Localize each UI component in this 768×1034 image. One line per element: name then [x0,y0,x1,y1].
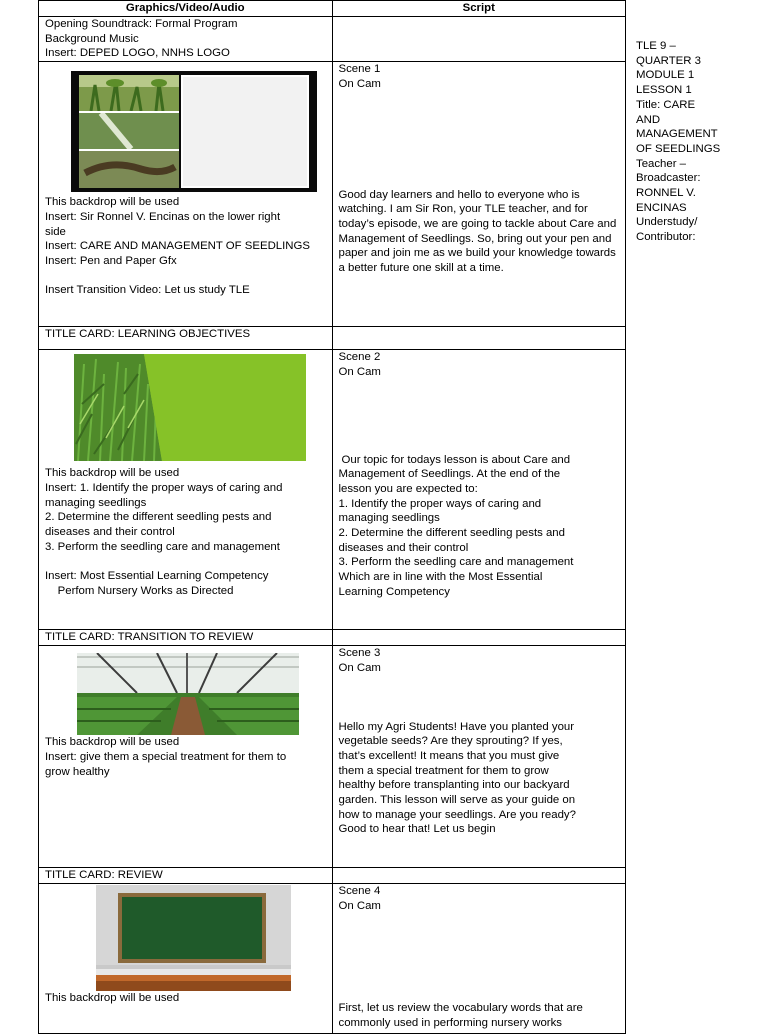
scene1-script-cell [332,62,626,327]
table-row [39,350,626,630]
scene2-script-line: Management of Seedlings. At the end of the [338,468,561,481]
scene4-backdrop-image [96,885,291,991]
sidebar-line: Understudy/ [636,216,698,229]
intro-script-cell [332,17,626,62]
scene1-graphics-blank [45,269,326,284]
scene1-graphics-cell [39,62,333,327]
scene2-graphics-line: This backdrop will be used [45,467,180,480]
sidebar-info [636,39,746,245]
scene4-graphics-cell [39,883,333,1033]
sidebar-line: Broadcaster: [636,172,701,185]
scene3-script-line: that’s excellent! It means that you must give [338,749,560,762]
header-script: Script [332,1,626,17]
scene4-script-line: commonly used in performing nursery works [338,1016,562,1029]
scene3-script-line: how to manage your seedlings. Are you ready? [338,808,576,821]
title-card-empty [332,868,626,884]
script-table [38,0,626,1034]
scene-label: Scene 3 [338,647,381,660]
sidebar-line: AND [636,113,661,126]
scene2-graphics-line: Insert: 1. Identify the proper ways of caring and [45,481,283,494]
table-row [39,868,626,884]
scene2-graphics-line: diseases and their control [45,525,175,538]
scene4-script-line: First, let us review the vocabulary words that are [338,1002,583,1015]
sidebar-line: RONNEL V. [636,187,696,200]
table-row [39,646,626,868]
scene-label: Scene 1 [338,63,381,76]
scene2-script-line: 3. Perform the seedling care and management [338,556,574,569]
scene3-graphics-line: This backdrop will be used [45,736,180,749]
scene3-script-line: garden. This lesson will serve as your guide on [338,794,576,807]
sidebar-line: Teacher – [636,157,687,170]
title-card-empty [332,630,626,646]
title-card-empty [332,327,626,350]
intro-line: Opening Soundtrack: Formal Program [45,18,238,30]
cam-label: On Cam [338,77,381,90]
scene3-backdrop-image [77,653,299,735]
scene2-script-line: 2. Determine the different seedling pests and [338,527,565,540]
cam-label: On Cam [338,899,381,912]
title-card-cell: TITLE CARD: TRANSITION TO REVIEW [39,630,333,646]
intro-line: Background Music [45,32,139,45]
sidebar-line: QUARTER 3 [636,54,701,67]
scene1-backdrop-image [71,71,317,192]
scene2-graphics-line: Insert: Most Essential Learning Competency [45,570,269,583]
scene3-script-line: vegetable seeds? Are they sprouting? If yes, [338,735,563,748]
scene4-script-cell [332,883,626,1033]
scene2-script-line: Which are in line with the Most Essential [338,571,543,584]
scene3-script-line: Hello my Agri Students! Have you planted your [338,720,575,733]
scene2-graphics-cell [39,350,333,630]
header-graphics: Graphics/Video/Audio [39,1,333,17]
table-row [39,17,626,62]
cam-label: On Cam [338,661,381,674]
sidebar-line: Contributor: [636,231,696,244]
table-row [39,327,626,350]
scene1-graphics-line: side [45,225,66,238]
title-card-cell: TITLE CARD: LEARNING OBJECTIVES [39,327,333,350]
sidebar-line: LESSON 1 [636,84,692,97]
sidebar-line: MANAGEMENT [636,128,718,141]
intro-cell [39,17,333,62]
scene1-graphics-line: Insert: Sir Ronnel V. Encinas on the lower right [45,210,281,223]
table-row [39,630,626,646]
intro-line: Insert: DEPED LOGO, NNHS LOGO [45,47,230,60]
scene2-script-line: lesson you are expected to: [338,482,478,495]
scene2-script-line: 1. Identify the proper ways of caring and [338,497,542,510]
scene1-graphics-line: Insert: CARE AND MANAGEMENT OF SEEDLINGS [45,240,310,253]
scene2-graphics-line: managing seedlings [45,496,147,509]
scene3-graphics-line: Insert: give them a special treatment for them to [45,750,287,763]
sidebar-line: OF SEEDLINGS [636,142,721,155]
scene2-graphics-blank [45,554,326,569]
cam-label: On Cam [338,365,381,378]
sidebar-line: ENCINAS [636,201,687,214]
scene2-graphics-line: Perfom Nursery Works as Directed [45,584,234,597]
scene1-graphics-line: Insert Transition Video: Let us study TLE [45,284,250,297]
scene2-backdrop-image [74,354,306,461]
scene3-graphics-line: grow healthy [45,765,110,778]
scene3-script-line: Good to hear that! Let us begin [338,823,496,836]
scene3-graphics-cell [39,646,333,868]
scene1-script: Good day learners and hello to everyone who is watching. I am Sir Ron, your TLE teacher, and for today’s episode, we are going to tackle about Care and Management of Seedlings. So, bring out your pen and paper and join me as we build your knowledge towards a better future one skill at a time. [338,188,617,275]
scene3-script-cell [332,646,626,868]
scene1-graphics-line: Insert: Pen and Paper Gfx [45,254,177,267]
table-row [39,883,626,1033]
scene2-script-line: Learning Competency [338,585,450,598]
scene2-script-line: diseases and their control [338,541,469,554]
scene2-graphics-line: 2. Determine the different seedling pests and [45,511,272,524]
scene-label: Scene 2 [338,351,381,364]
table-row [39,62,626,327]
sidebar-line: MODULE 1 [636,69,695,82]
scene1-graphics-line: This backdrop will be used [45,196,180,209]
scene3-script-line: them a special treatment for them to grow [338,764,549,777]
sidebar-line: Title: CARE [636,98,696,111]
scene2-script-line: managing seedlings [338,512,440,525]
title-card-cell: TITLE CARD: REVIEW [39,868,333,884]
scene-label: Scene 4 [338,884,381,897]
scene4-graphics-line: This backdrop will be used [45,991,180,1004]
scene2-script-line: Our topic for todays lesson is about Care and [341,453,571,466]
scene2-graphics-line: 3. Perform the seedling care and management [45,540,280,553]
table-header-row [39,1,626,17]
sidebar-line: TLE 9 – [636,40,676,52]
scene3-script-line: healthy before transplanting into our backyard [338,779,570,792]
scene2-script-cell [332,350,626,630]
